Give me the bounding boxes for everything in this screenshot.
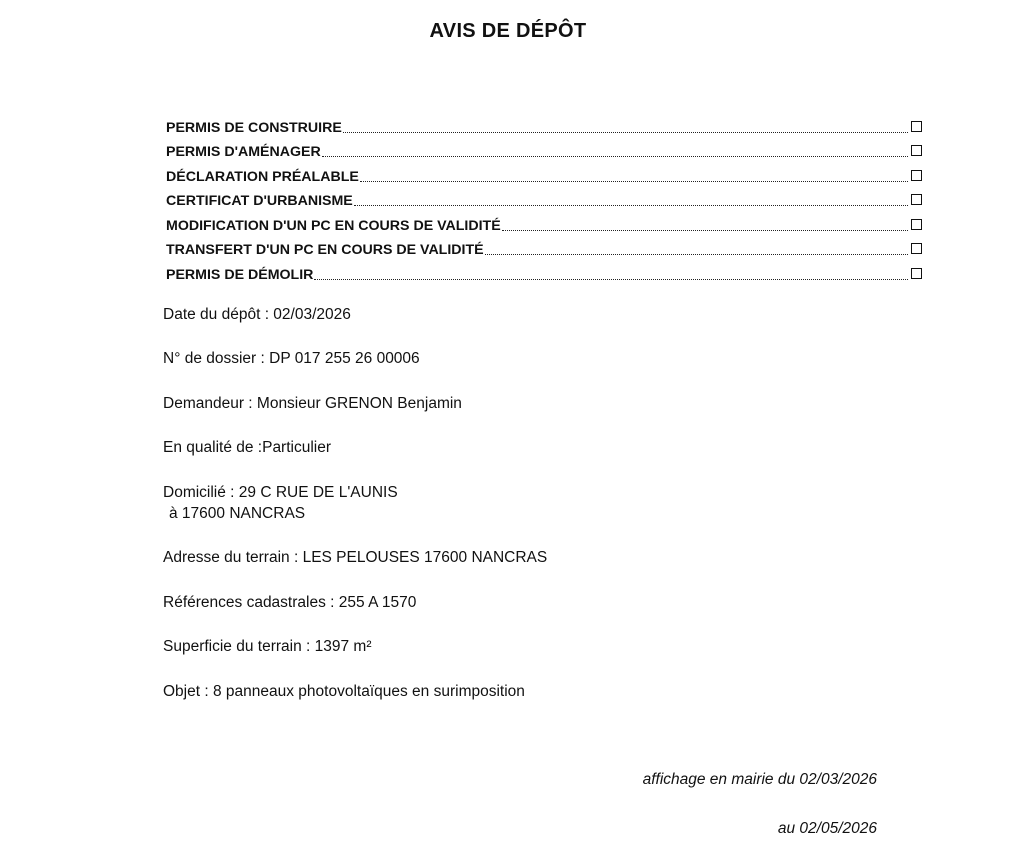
checkbox-modification-pc[interactable] [911, 219, 922, 230]
type-label: TRANSFERT D'UN PC EN COURS DE VALIDITÉ [166, 242, 484, 258]
checkbox-certificat-urbanisme[interactable] [911, 194, 922, 205]
checkbox-declaration-prealable[interactable] [911, 170, 922, 181]
checkbox-permis-amenager[interactable] [911, 145, 922, 156]
dotted-leader [354, 205, 908, 206]
checkbox-permis-construire[interactable] [911, 121, 922, 132]
field-adresse-terrain: Adresse du terrain : LES PELOUSES 17600 NANCRAS [163, 549, 548, 566]
field-demandeur: Demandeur : Monsieur GRENON Benjamin [163, 395, 462, 412]
checkbox-transfert-pc[interactable] [911, 243, 922, 254]
request-type-list [166, 112, 922, 284]
affichage-to: au 02/05/2026 [777, 820, 877, 837]
field-dossier: N° de dossier : DP 017 255 26 00006 [163, 350, 420, 367]
affichage-from: affichage en mairie du 02/03/2026 [642, 771, 877, 788]
type-row-certificat-urbanisme [166, 186, 922, 211]
type-row-modification-pc [166, 210, 922, 235]
dotted-leader [485, 254, 908, 255]
dotted-leader [343, 132, 908, 133]
field-cadastre: Références cadastrales : 255 A 1570 [163, 594, 417, 611]
type-row-transfert-pc [166, 235, 922, 260]
dotted-leader [502, 230, 908, 231]
type-label: PERMIS D'AMÉNAGER [166, 144, 321, 160]
dotted-leader [314, 279, 908, 280]
type-label: PERMIS DE CONSTRUIRE [166, 119, 342, 136]
type-label: PERMIS DE DÉMOLIR [166, 266, 314, 283]
domicile-line-2: à 17600 NANCRAS [169, 505, 306, 522]
field-domicile [163, 482, 398, 524]
checkbox-permis-demolir[interactable] [911, 268, 922, 279]
dotted-leader [360, 181, 908, 182]
page-title: AVIS DE DÉPÔT [429, 20, 587, 42]
domicile-line-1: Domicilié : 29 C RUE DE L'AUNIS [163, 484, 398, 501]
dotted-leader [322, 156, 908, 157]
type-row-permis-amenager [166, 137, 922, 162]
type-row-declaration-prealable [166, 161, 922, 186]
type-row-permis-demolir [166, 259, 922, 284]
type-row-permis-construire [166, 112, 922, 137]
field-superficie: Superficie du terrain : 1397 m² [163, 638, 372, 655]
field-qualite: En qualité de :Particulier [163, 439, 332, 456]
field-date-depot: Date du dépôt : 02/03/2026 [163, 306, 351, 323]
type-label: CERTIFICAT D'URBANISME [166, 193, 353, 209]
type-label: MODIFICATION D'UN PC EN COURS DE VALIDITÉ [166, 217, 501, 234]
type-label: DÉCLARATION PRÉALABLE [166, 168, 359, 185]
field-objet: Objet : 8 panneaux photovoltaïques en surimposition [163, 683, 525, 700]
